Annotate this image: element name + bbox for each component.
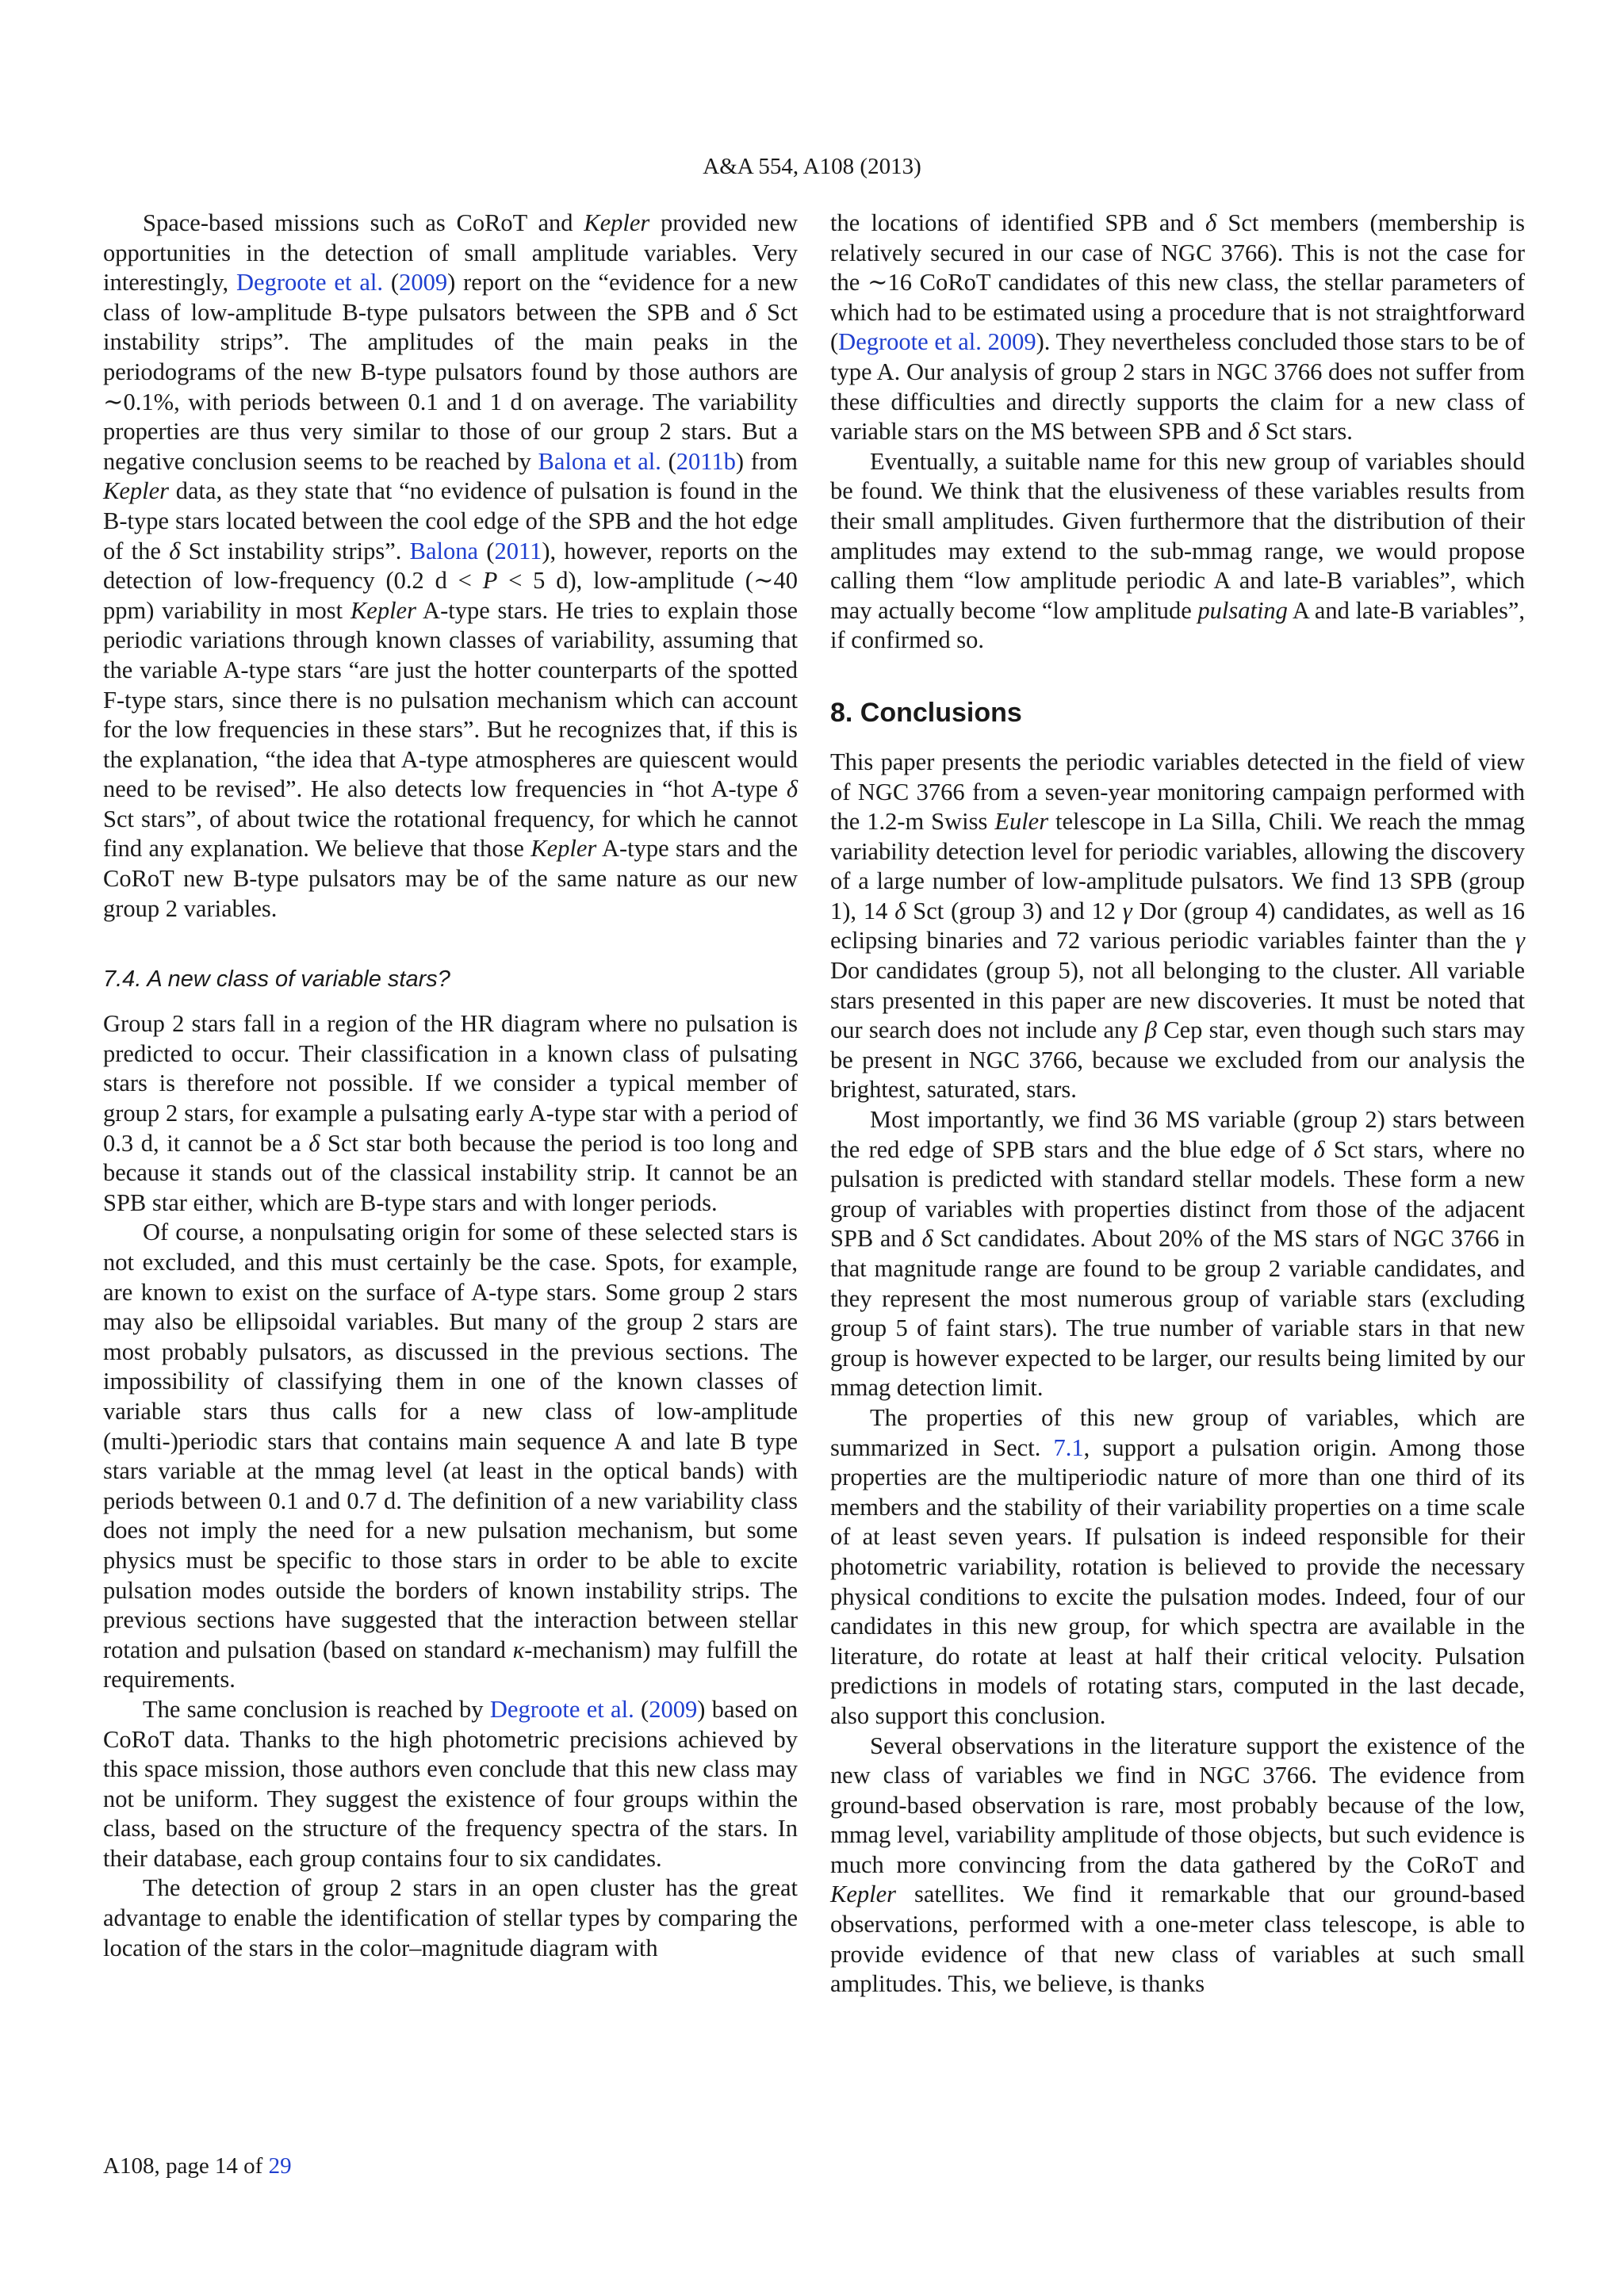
- citation-link[interactable]: Degroote et al. 2009: [838, 328, 1036, 356]
- citation-link[interactable]: Degroote et al.: [236, 269, 383, 297]
- paragraph: Most importantly, we find 36 MS variable (group 2) stars between the red edge of SPB stars and the blue edge of δ Sct stars, where no pulsation is predicted with standard stellar models. These form a new group of variables with properties distinct from those of the adjacent SPB and δ Sct candidates. About 20% of the MS stars of NGC 3766 in that magnitude range are found to be group 2 variable candidates, and they represent the most numerous group of variable stars (excluding group 5 of faint stars). The true number of variable stars in that new group is however expected to be larger, our results being limited by our mmag detection limit.: [830, 1106, 1526, 1402]
- paragraph: Space-based missions such as CoRoT and Kepler provided new opportunities in the detection of small amplitude variables. Very interestingly, Degroote et al. (2009) report on the “evidence for a new class of low-amplitude B-type pulsators between the SPB and δ Sct instability strips”. The amplitudes of the main peaks in the periodograms of the new B-type pulsators found by those authors are ∼0.1%, with periods between 0.1 and 1 d on average. The variability properties are thus very similar to those of our group 2 stars. But a negative conclusion seems to be reached by Balona et al. (2011b) from Kepler data, as they state that “no evidence of pulsation is found in the B-type stars located between the cool edge of the SPB and the hot edge of the δ Sct instability strips”. Balona (2011), however, reports on the detection of low-frequency (0.2 d < P < 5 d), low-amplitude (∼40 ppm) variability in most Kepler A-type stars. He tries to explain those periodic variations through known classes of variability, assuming that the variable A-type stars “are just the hotter counterparts of the spotted F-type stars, since there is no pulsation mechanism which can account for the low frequencies in these stars”. But he recognizes that, if this is the explanation, “the idea that A-type atmospheres are quiescent would need to be revised”. He also detects low frequencies in “hot A-type δ Sct stars”, of about twice the rotational frequency, for which he cannot find any explanation. We believe that those Kepler A-type stars and the CoRoT new B-type pulsators may be of the same nature as our new group 2 variables.: [103, 209, 798, 922]
- citation-link[interactable]: 2009: [399, 269, 448, 297]
- subsection-heading: 7.4. A new class of variable stars?: [103, 966, 450, 993]
- paragraph: The detection of group 2 stars in an open cluster has the great advantage to enable the identification of stellar types by comparing the location of the stars in the color–magnitude diagram with: [103, 1874, 798, 1961]
- citation-link[interactable]: Balona et al.: [538, 447, 661, 475]
- paragraph: Several observations in the literature support the existence of the new class of variables we find in NGC 3766. The evidence from ground-based observation is rare, most probably because of the low, mmag level, variability amplitude of those objects, but such evidence is much more convincing from the data gathered by the CoRoT and Kepler satellites. We find it remarkable that our ground-based observations, performed with a one-meter class telescope, is able to provide evidence of that new class of variables at such small amplitudes. This, we believe, is thanks: [830, 1732, 1525, 1998]
- page-footer: A108, page 14 of 29: [103, 2153, 292, 2179]
- left-column: [103, 209, 798, 1963]
- right-column: [830, 209, 1525, 1999]
- paragraph: This paper presents the periodic variables detected in the field of view of NGC 3766 from a seven-year monitoring campaign performed with the 1.2-m Swiss Euler telescope in La Silla, Chili. We reach the mmag variability detection level for periodic variables, allowing the discovery of a large number of low-amplitude pulsators. We find 13 SPB (group 1), 14 δ Sct (group 3) and 12 γ Dor (group 4) candidates, as well as 16 eclipsing binaries and 72 various periodic variables fainter than the γ Dor candidates (group 5), not all belonging to the cluster. All variable stars presented in this paper are new discoveries. It must be noted that our search does not include any β Cep star, even though such stars may be present in NGC 3766, because we excluded from our analysis the brightest, saturated, stars.: [830, 748, 1525, 1104]
- paragraph: Eventually, a suitable name for this new group of variables should be found. We think that the elusiveness of these variables results from their small amplitudes. Given furthermore that the distribution of their amplitudes may extend to the sub-mmag range, we would propose calling them “low amplitude periodic A and late-B variables”, which may actually become “low amplitude pulsating A and late-B variables”, if confirmed so.: [830, 447, 1526, 654]
- running-header: A&A 554, A108 (2013): [703, 154, 921, 179]
- citation-link[interactable]: Balona: [409, 537, 479, 564]
- paragraph: Of course, a nonpulsating origin for some of these selected stars is not excluded, and this must certainly be the case. Spots, for example, are known to exist on the surface of A-type stars. Some group 2 stars may also be ellipsoidal variables. But many of the group 2 stars are most probably pulsators, as discussed in the previous sections. The impossibility of classifying them in one of the known classes of variable stars thus calls for a new class of low-amplitude (multi-)periodic stars that contains main sequence A and late B type stars variable at the mmag level (at least in the optical bands) with periods between 0.1 and 0.7 d. The definition of a new variability class does not imply the need for a new pulsation mechanism, but some physics must be specific to those stars in order to be able to excite pulsation modes outside the borders of known instability strips. The previous sections have suggested that the interaction between stellar rotation and pulsation (based on standard κ-mechanism) may fulfill the requirements.: [103, 1219, 798, 1693]
- total-pages-link[interactable]: 29: [268, 2153, 292, 2179]
- citation-link[interactable]: Degroote et al.: [489, 1695, 634, 1723]
- paragraph: Group 2 stars fall in a region of the HR diagram where no pulsation is predicted to occur. Their classification in a known class of pulsating stars is therefore not possible. If we consider a typical member of group 2 stars, for example a pulsating early A-type star with a period of 0.3 d, it cannot be a δ Sct star both because the period is too long and because it stands out of the classical instability strip. It cannot be an SPB star either, which are B-type stars and with longer periods.: [103, 1010, 798, 1216]
- section-link[interactable]: 7.1: [1053, 1433, 1084, 1461]
- paragraph: The same conclusion is reached by Degroote et al. (2009) based on CoRoT data. Thanks to the high photometric precisions achieved by this space mission, those authors even conclude that this new class may not be uniform. They suggest the existence of four groups within the class, based on the structure of the frequency spectra of the stars. In their database, each group contains four to six candidates.: [103, 1695, 798, 1872]
- citation-link[interactable]: 2011b: [676, 447, 736, 475]
- paragraph: the locations of identified SPB and δ Sct members (membership is relatively secured in our case of NGC 3766). This is not the case for the ∼16 CoRoT candidates of this new class, the stellar parameters of which had to be estimated using a procedure that is not straightforward (Degroote et al. 2009). They nevertheless concluded those stars to be of type A. Our analysis of group 2 stars in NGC 3766 does not suffer from these difficulties and directly supports the claim for a new class of variable stars on the MS between SPB and δ Sct stars.: [830, 209, 1525, 446]
- citation-link[interactable]: 2009: [649, 1695, 698, 1723]
- citation-link[interactable]: 2011: [494, 537, 542, 564]
- paragraph: The properties of this new group of variables, which are summarized in Sect. 7.1, support a pulsation origin. Among those properties are the multiperiodic nature of more than one third of its members and the stability of their variability properties on a time scale of at least seven years. If pulsation is indeed responsible for their photometric variability, rotation is believed to provide the necessary physical conditions to excite the pulsation modes. Indeed, four of our candidates in this new group, for which spectra are available in the literature, do rotate at least at half their critical velocity. Pulsation predictions in models of rotating stars, computed in the last decade, also support this conclusion.: [830, 1403, 1525, 1729]
- section-heading: 8. Conclusions: [830, 697, 1022, 728]
